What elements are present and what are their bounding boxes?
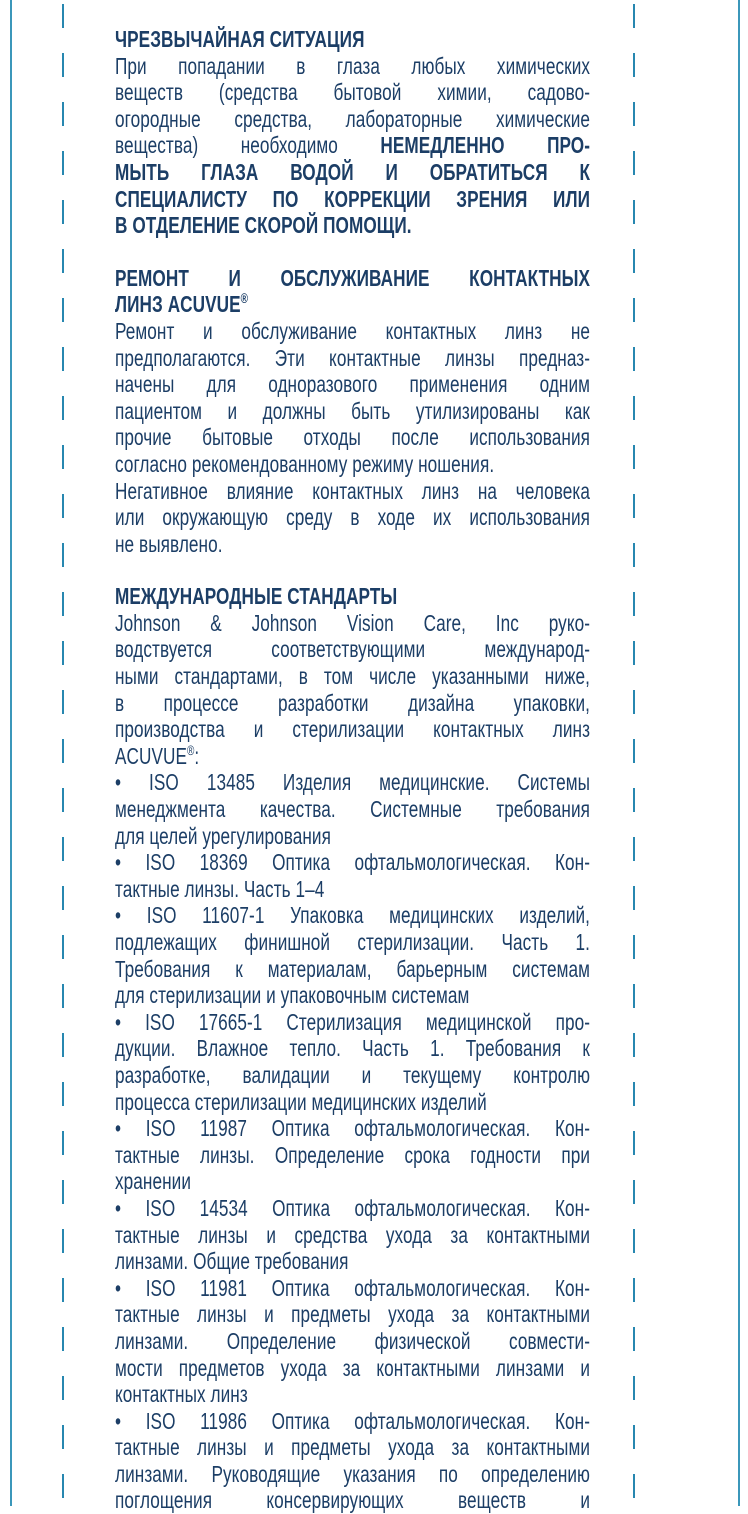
text-run: Ремонт и обслуживание контактных линз не (115, 317, 591, 344)
text-line (115, 663, 590, 690)
text-run: линзами. Определение физической совмести- (115, 1327, 591, 1354)
iso-standard-item (115, 1009, 590, 1115)
right-fold-dashed-line (633, 4, 635, 1506)
text-line (115, 371, 590, 398)
text-line (115, 1328, 590, 1355)
text-line (115, 1142, 590, 1169)
paragraph (115, 478, 590, 558)
text-line (115, 132, 590, 159)
text-line (115, 610, 590, 637)
heading-line: РЕМОНТ И ОБСЛУЖИВАНИЕ КОНТАКТНЫХ (115, 264, 591, 291)
text-run: огородные средства, лабораторные химические (115, 105, 591, 132)
section-emergency (115, 26, 590, 239)
text-line (115, 451, 590, 478)
text-line (115, 1408, 590, 1435)
text-line (115, 982, 590, 1009)
text-run: для целей урегулирования (115, 822, 331, 849)
heading-line: ЛИНЗ ACUVUE® (115, 291, 249, 318)
text-line (115, 1168, 590, 1195)
text-run: разработке, валидации и текущему контролю (115, 1061, 591, 1088)
text-run: производства и стерилизации контактных линз (115, 716, 591, 743)
text-run: или окружающую среду в ходе их использования (115, 504, 591, 531)
section-international-standards (115, 583, 590, 1514)
text-line (115, 1275, 590, 1302)
text-run: • ISO 11987 Оптика офтальмологическая. Кон- (115, 1115, 591, 1142)
text-run: прочие бытовые отходы после использования (115, 424, 591, 451)
text-run: линзами. Общие требования (115, 1248, 349, 1275)
text-line (115, 1248, 590, 1275)
text-line (115, 1009, 590, 1036)
heading-line: МЕЖДУНАРОДНЫЕ СТАНДАРТЫ (115, 583, 398, 610)
text-run: менеджмента качества. Системные требования (115, 796, 591, 823)
text-run: вещества) необходимо (115, 132, 381, 159)
text-run: тактные линзы и предметы ухода за контактными (115, 1434, 591, 1461)
text-run: линзами. Руководящие указания по определению (115, 1460, 591, 1487)
text-run: • ISO 14534 Оптика офтальмологическая. Кон- (115, 1194, 591, 1221)
section-heading (115, 265, 590, 318)
iso-standard-item (115, 1275, 590, 1408)
text-run: не выявлено. (115, 530, 223, 557)
text-line (115, 1434, 590, 1461)
text-run: • ISO 11981 Оптика офтальмологическая. Кон- (115, 1274, 591, 1301)
iso-standard-item (115, 849, 590, 902)
text-line (115, 743, 590, 770)
text-run: согласно рекомендованному режиму ношения. (115, 450, 495, 477)
text-run: в процессе разработки дизайна упаковки, (115, 689, 591, 716)
text-line (115, 1195, 590, 1222)
text-line (115, 1301, 590, 1328)
left-trim-line (10, 0, 12, 1506)
heading-line: ЧРЕЗВЫЧАЙНАЯ СИТУАЦИЯ (115, 26, 365, 52)
text-line (115, 159, 590, 186)
text-line (115, 53, 590, 80)
text-run-bold: В ОТДЕЛЕНИЕ СКОРОЙ ПОМОЩИ. (115, 212, 412, 239)
text-run: тактные линзы и средства ухода за контактными (115, 1221, 591, 1248)
text-run: тактные линзы. Определение срока годности при (115, 1141, 591, 1168)
text-run: водствуется соответствующими международ- (115, 636, 591, 663)
text-line (115, 1035, 590, 1062)
text-run: для стерилизации и упаковочным системам (115, 982, 470, 1009)
paragraph (115, 318, 590, 478)
text-line (115, 929, 590, 956)
text-run-bold: НЕМЕДЛЕННО ПРО- (380, 132, 591, 159)
text-run: хранении (115, 1168, 191, 1195)
text-run: • ISO 11607-1 Упаковка медицинских изделий, (115, 902, 591, 929)
iso-standard-item (115, 769, 590, 849)
paragraph (115, 53, 590, 239)
text-line (115, 318, 590, 345)
text-line (115, 716, 590, 743)
right-trim-line (738, 0, 740, 1506)
text-run: пациентом и должны быть утилизированы как (115, 397, 591, 424)
text-line (115, 504, 590, 531)
text-line (115, 849, 590, 876)
text-line (115, 212, 590, 239)
text-line (115, 531, 590, 558)
section-heading (115, 583, 590, 610)
text-line (115, 796, 590, 823)
text-line (115, 1222, 590, 1249)
left-fold-dashed-line (62, 4, 64, 1506)
text-line (115, 876, 590, 903)
text-run: контактных линз (115, 1381, 248, 1408)
text-line (115, 106, 590, 133)
text-line (115, 1115, 590, 1142)
text-line (115, 1381, 590, 1408)
text-line (115, 478, 590, 505)
text-line (115, 1461, 590, 1488)
text-run: подлежащих финишной стерилизации. Часть 1. (115, 929, 591, 955)
text-line (115, 902, 590, 929)
text-line (115, 636, 590, 663)
iso-standard-item (115, 1195, 590, 1275)
text-run: Требования к материалам, барьерным системам (115, 955, 591, 982)
text-run: тактные линзы и предметы ухода за контактными (115, 1301, 591, 1328)
text-line (115, 1355, 590, 1382)
text-run-bold: СПЕЦИАЛИСТУ ПО КОРРЕКЦИИ ЗРЕНИЯ ИЛИ (115, 185, 591, 212)
text-line (115, 1089, 590, 1116)
text-line (115, 1062, 590, 1089)
text-run: процесса стерилизации медицинских изделий (115, 1088, 487, 1115)
registered-trademark-symbol: ® (240, 291, 249, 307)
text-run: • ISO 17665-1 Стерилизация медицинской про- (115, 1008, 591, 1035)
text-run: • ISO 13485 Изделия медицинские. Системы (115, 769, 591, 796)
text-line (115, 424, 590, 451)
text-run: предполагаются. Эти контактные линзы предназ- (115, 344, 591, 371)
text-run: веществ (средства бытовой химии, садово- (115, 79, 591, 106)
text-line (115, 769, 590, 796)
text-run: тактные линзы. Часть 1–4 (115, 875, 325, 902)
text-run: • ISO 18369 Оптика офтальмологическая. Кон- (115, 849, 591, 876)
text-run: ACUVUE®: (115, 742, 200, 769)
text-line (115, 398, 590, 425)
iso-standard-item (115, 1115, 590, 1195)
paragraph (115, 610, 590, 770)
text-run: • ISO 11986 Оптика офтальмологическая. Кон- (115, 1407, 591, 1434)
iso-standard-item (115, 1408, 590, 1514)
text-line (115, 823, 590, 850)
text-run-bold: МЫТЬ ГЛАЗА ВОДОЙ И ОБРАТИТЬСЯ К (115, 158, 591, 185)
text-line (115, 345, 590, 372)
text-run: При попадании в глаза любых химических (115, 52, 591, 79)
section-heading (115, 26, 590, 53)
text-line (115, 79, 590, 106)
section-repair-service (115, 265, 590, 558)
iso-standard-item (115, 902, 590, 1008)
text-run: ными стандартами, в том числе указанными ниже, (115, 663, 591, 690)
text-run: дукции. Влажное тепло. Часть 1. Требования к (115, 1035, 591, 1062)
text-run: начены для одноразового применения одним (115, 371, 591, 398)
text-line (115, 690, 590, 717)
text-line (115, 186, 590, 213)
text-run: Негативное влияние контактных линз на человека (115, 477, 591, 504)
text-run: мости предметов ухода за контактными линзами и (115, 1354, 591, 1381)
text-run: Johnson & Johnson Vision Care, Inc руко- (115, 609, 591, 636)
text-run: поглощения консервирующих веществ и (115, 1487, 591, 1514)
registered-trademark-symbol: ® (187, 743, 195, 759)
text-line (115, 1487, 590, 1514)
text-line (115, 956, 590, 983)
leaflet-text-column (115, 26, 590, 1514)
